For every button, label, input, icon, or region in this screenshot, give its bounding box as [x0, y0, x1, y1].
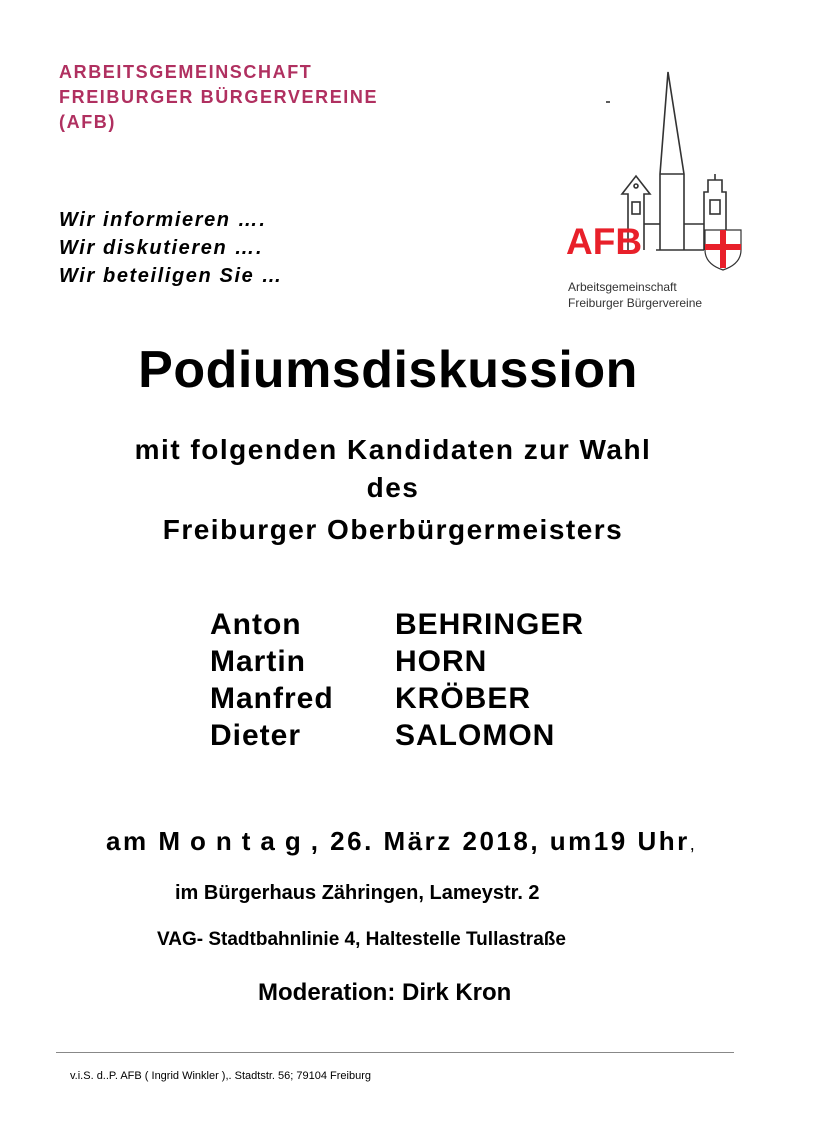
subtitle-line-2: des	[366, 472, 420, 503]
date-trailing-comma: ,	[689, 834, 695, 854]
date-rest: , 26. März 2018, um19 Uhr	[310, 826, 690, 856]
subtitle-line-1: mit folgenden Kandidaten zur Wahl	[134, 434, 652, 465]
footer-divider	[56, 1052, 734, 1053]
candidate-row	[210, 680, 584, 717]
logo-line-2: Freiburger Bürgervereine	[568, 296, 703, 310]
church-tower-icon	[560, 64, 760, 314]
org-name-line-1: ARBEITSGEMEINSCHAFT	[59, 62, 313, 82]
candidate-first-name: Manfred	[210, 682, 334, 715]
candidate-row	[210, 717, 584, 754]
candidate-first-name: Dieter	[210, 719, 302, 752]
org-name-line-3: (AFB)	[59, 112, 116, 132]
candidate-list	[210, 606, 584, 754]
candidate-last-name: SALOMON	[395, 719, 556, 752]
candidate-last-name: BEHRINGER	[395, 608, 585, 641]
slogan-line-1: Wir informieren ….	[59, 209, 267, 231]
date-prefix: am	[106, 826, 149, 856]
date-weekday: Montag	[158, 826, 311, 856]
slogan-line-3: Wir beteiligen Sie …	[59, 265, 284, 287]
logo-line-1: Arbeitsgemeinschaft	[568, 280, 677, 294]
event-date	[106, 826, 695, 857]
event-moderation: Moderation: Dirk Kron	[258, 979, 512, 1006]
candidate-first-name: Martin	[210, 645, 306, 678]
page-title: Podiumsdiskussion	[138, 341, 638, 399]
candidate-first-name: Anton	[210, 608, 302, 641]
event-venue: im Bürgerhaus Zähringen, Lameystr. 2	[175, 882, 540, 904]
logo-acronym: AFB	[566, 221, 643, 262]
candidate-last-name: KRÖBER	[395, 682, 532, 715]
org-name-line-2: FREIBURGER BÜRGERVEREINE	[59, 87, 379, 107]
afb-logo	[560, 64, 760, 314]
slogan-line-2: Wir diskutieren ….	[59, 237, 264, 259]
subtitle-line-3: Freiburger Oberbürgermeisters	[162, 514, 624, 545]
footer-imprint: v.i.S. d..P. AFB ( Ingrid Winkler ),. Stadtstr. 56; 79104 Freiburg	[70, 1070, 372, 1082]
candidate-last-name: HORN	[395, 645, 488, 678]
candidate-row	[210, 606, 584, 643]
candidate-row	[210, 643, 584, 680]
event-transport: VAG- Stadtbahnlinie 4, Haltestelle Tullastraße	[157, 929, 566, 950]
